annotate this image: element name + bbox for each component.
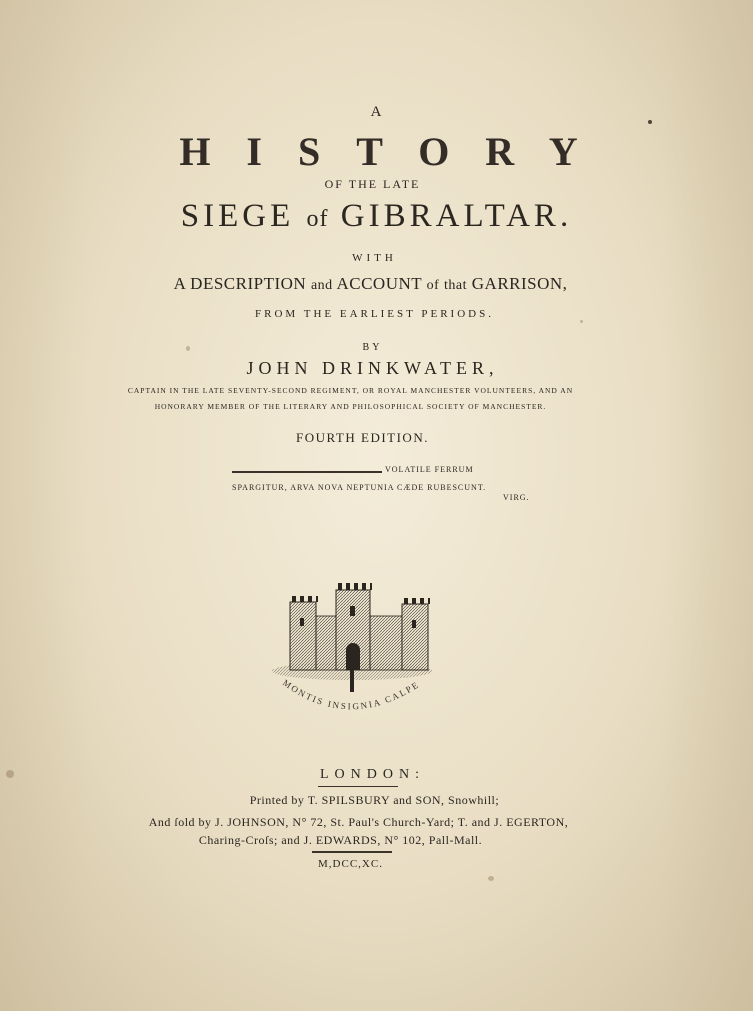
of-the-late: OF THE LATE <box>324 177 421 191</box>
imprint-printer: Printed by T. SPILSBURY and SON, Snowhill; <box>249 793 500 807</box>
subject-gibraltar: GIBRALTAR. <box>340 198 573 234</box>
foxing-spot <box>488 876 494 881</box>
author-credentials-2: HONORARY MEMBER OF THE LITERARY AND PHILOSOPHICAL SOCIETY OF MANCHESTER. <box>154 402 547 411</box>
main-title: HISTORY <box>179 129 614 174</box>
imprint-sellers-2: Charing-Croſs; and J. EDWARDS, N° 102, Pall-Mall. <box>198 833 483 847</box>
description-account: ACCOUNT <box>336 274 422 293</box>
motto-line-1: VOLATILE FERRUM <box>385 465 474 474</box>
foxing-spot <box>580 320 583 323</box>
motto-attribution: VIRG. <box>503 493 530 502</box>
date-rule <box>312 851 392 853</box>
motto-rule <box>232 471 382 473</box>
subject-of: of <box>306 206 329 232</box>
description-of: of <box>426 278 440 293</box>
castle-seal-emblem <box>262 576 442 736</box>
subject-siege: SIEGE <box>180 198 295 234</box>
from-periods: FROM THE EARLIEST PERIODS. <box>255 308 494 320</box>
publication-date: M,DCC,XC. <box>318 858 383 870</box>
by-line: BY <box>362 342 383 353</box>
subject-title <box>0 198 753 235</box>
description-line <box>0 274 747 294</box>
motto-line-2: SPARGITUR, ARVA NOVA NEPTUNIA CÆDE RUBESCUNT. <box>232 483 487 492</box>
imprint-sellers-1: And ſold by J. JOHNSON, N° 72, St. Paul's Church-Yard; T. and J. EGERTON, <box>148 815 569 829</box>
author-credentials-1: CAPTAIN IN THE LATE SEVENTY-SECOND REGIMENT, OR ROYAL MANCHESTER VOLUNTEERS, AND AN <box>127 386 574 395</box>
description-a: A DESCRIPTION <box>173 274 307 293</box>
article-a: A <box>370 104 383 120</box>
author-name: JOHN DRINKWATER, <box>246 358 499 378</box>
with-line: WITH <box>352 252 397 264</box>
description-that: that <box>444 278 468 293</box>
imprint-rule <box>318 786 398 787</box>
edition: FOURTH EDITION. <box>296 430 429 445</box>
imprint-city: LONDON: <box>320 767 425 782</box>
description-garrison: GARRISON, <box>471 274 568 293</box>
description-and: and <box>310 278 333 293</box>
seal-inscription: MONTIS INSIGNIA CALPE <box>280 677 422 712</box>
